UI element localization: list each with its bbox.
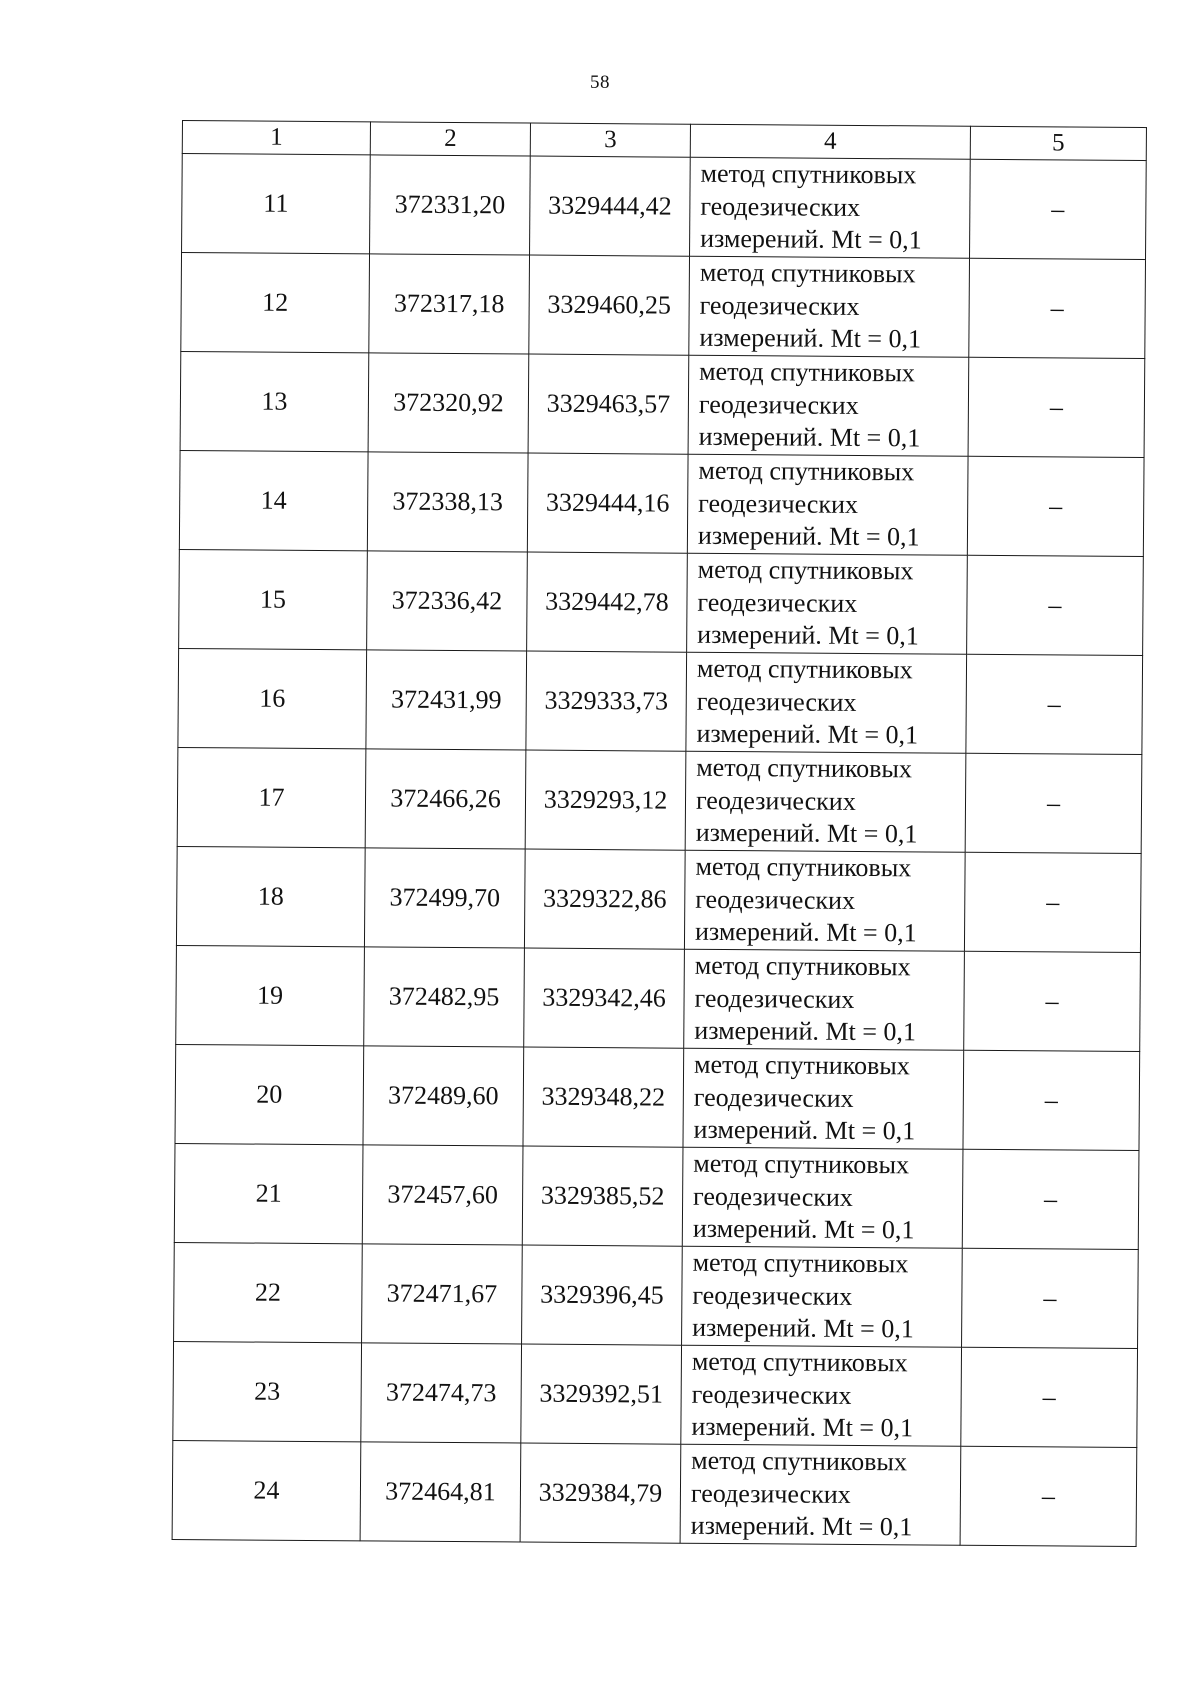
method-text-line: измерений. Mt = 0,1 <box>696 719 919 750</box>
method-cell <box>684 850 965 951</box>
method-text-line: геодезических <box>695 884 856 915</box>
description-cell: – <box>966 654 1143 754</box>
method-text-line: метод спутниковых <box>695 852 912 883</box>
method-text-line: геодезических <box>692 1280 853 1311</box>
y-coordinate-cell: 3329293,12 <box>525 750 686 850</box>
x-coordinate-cell: 372331,20 <box>370 155 531 255</box>
point-number-cell: 22 <box>174 1242 363 1342</box>
x-coordinate-cell: 372317,18 <box>369 254 530 354</box>
description-cell: – <box>967 555 1144 655</box>
description-cell: – <box>965 753 1142 853</box>
y-coordinate-cell: 3329444,16 <box>527 453 688 553</box>
point-number-cell: 19 <box>176 945 365 1045</box>
y-coordinate-cell: 3329460,25 <box>529 255 690 355</box>
x-coordinate-cell: 372336,42 <box>367 551 528 651</box>
method-text-line: метод спутниковых <box>699 357 915 388</box>
description-cell: – <box>968 357 1145 457</box>
method-text-line: метод спутниковых <box>693 1050 910 1081</box>
coordinates-table-container <box>172 120 1146 1547</box>
column-header-5: 5 <box>970 126 1146 160</box>
method-text-line: метод спутниковых <box>691 1347 908 1378</box>
method-text-line: измерений. Mt = 0,1 <box>691 1412 914 1443</box>
column-header-1: 1 <box>182 121 370 155</box>
method-text-line: геодезических <box>693 1082 854 1113</box>
method-text-line: измерений. Mt = 0,1 <box>694 917 917 948</box>
table-row <box>176 846 1141 952</box>
description-cell: – <box>962 1149 1139 1249</box>
x-coordinate-cell: 372499,70 <box>364 848 525 948</box>
point-number-cell: 20 <box>175 1044 364 1144</box>
method-text-line: измерений. Mt = 0,1 <box>699 323 922 354</box>
point-number-cell: 11 <box>182 154 371 254</box>
method-text-line: геодезических <box>698 389 859 420</box>
table-row <box>179 450 1144 556</box>
method-text-line: измерений. Mt = 0,1 <box>700 224 922 255</box>
method-text-line: геодезических <box>697 587 858 618</box>
table-row <box>175 1044 1140 1150</box>
description-cell: – <box>960 1446 1137 1546</box>
point-number-cell: 15 <box>179 549 368 649</box>
table-row <box>172 1440 1137 1546</box>
method-cell <box>688 355 969 456</box>
method-text-line: метод спутниковых <box>696 654 913 685</box>
method-text-line: измерений. Mt = 0,1 <box>690 1511 913 1542</box>
table-row <box>177 747 1142 853</box>
description-cell: – <box>970 159 1147 259</box>
method-cell <box>689 256 970 357</box>
method-text-line: измерений. Mt = 0,1 <box>693 1115 916 1146</box>
point-number-cell: 23 <box>173 1341 362 1441</box>
point-number-cell: 24 <box>172 1440 361 1540</box>
point-number-cell: 21 <box>174 1143 363 1243</box>
y-coordinate-cell: 3329333,73 <box>526 651 687 751</box>
y-coordinate-cell: 3329444,42 <box>530 156 691 256</box>
table-row <box>174 1143 1139 1249</box>
method-cell <box>687 553 968 654</box>
x-coordinate-cell: 372431,99 <box>366 650 527 750</box>
method-cell <box>683 1048 964 1149</box>
x-coordinate-cell: 372482,95 <box>364 947 525 1047</box>
method-cell <box>686 652 967 753</box>
y-coordinate-cell: 3329385,52 <box>522 1146 683 1246</box>
description-cell: – <box>964 951 1141 1051</box>
y-coordinate-cell: 3329342,46 <box>524 948 685 1048</box>
method-text-line: метод спутниковых <box>698 456 915 487</box>
x-coordinate-cell: 372489,60 <box>363 1046 524 1146</box>
method-text-line: измерений. Mt = 0,1 <box>697 620 919 651</box>
description-cell: – <box>963 1050 1140 1150</box>
column-header-2: 2 <box>370 122 530 156</box>
method-text-line: геодезических <box>696 686 857 717</box>
y-coordinate-cell: 3329442,78 <box>527 552 688 652</box>
table-row <box>182 154 1147 260</box>
table-row <box>174 1242 1139 1348</box>
method-text-line: измерений. Mt = 0,1 <box>695 818 918 849</box>
method-text-line: измерений. Mt = 0,1 <box>692 1214 915 1245</box>
x-coordinate-cell: 372457,60 <box>362 1145 523 1245</box>
method-cell <box>682 1147 963 1248</box>
description-cell: – <box>964 852 1141 952</box>
method-text-line: измерений. Mt = 0,1 <box>692 1313 914 1344</box>
point-number-cell: 12 <box>181 253 370 353</box>
description-cell: – <box>961 1347 1138 1447</box>
table-row <box>176 945 1141 1051</box>
point-number-cell: 18 <box>176 846 365 946</box>
description-cell: – <box>962 1248 1139 1348</box>
x-coordinate-cell: 372338,13 <box>367 452 528 552</box>
method-cell <box>687 454 968 555</box>
x-coordinate-cell: 372466,26 <box>365 749 526 849</box>
table-row <box>178 648 1143 754</box>
x-coordinate-cell: 372474,73 <box>361 1343 522 1443</box>
y-coordinate-cell: 3329392,51 <box>521 1344 682 1444</box>
method-text-line: метод спутниковых <box>699 258 916 289</box>
method-text-line: геодезических <box>691 1379 852 1410</box>
y-coordinate-cell: 3329322,86 <box>524 849 685 949</box>
point-number-cell: 16 <box>178 648 367 748</box>
y-coordinate-cell: 3329348,22 <box>523 1047 684 1147</box>
method-cell <box>690 157 971 258</box>
method-text-line: геодезических <box>693 1181 853 1212</box>
method-text-line: метод спутниковых <box>692 1248 909 1279</box>
x-coordinate-cell: 372471,67 <box>362 1244 523 1344</box>
table-body <box>172 154 1146 1547</box>
method-text-line: геодезических <box>694 983 855 1014</box>
method-text-line: метод спутниковых <box>700 159 917 190</box>
table-row <box>179 549 1144 655</box>
method-text-line: измерений. Mt = 0,1 <box>694 1016 917 1047</box>
table-row <box>181 253 1146 359</box>
method-text-line: геодезических <box>698 488 859 519</box>
method-text-line: геодезических <box>699 290 860 321</box>
table-row <box>173 1341 1138 1447</box>
method-text-line: геодезических <box>690 1478 851 1509</box>
method-text-line: геодезических <box>695 785 856 816</box>
method-text-line: измерений. Mt = 0,1 <box>698 422 921 453</box>
description-cell: – <box>969 258 1146 358</box>
method-cell <box>680 1444 961 1545</box>
y-coordinate-cell: 3329384,79 <box>520 1443 681 1543</box>
method-text-line: метод спутниковых <box>693 1149 910 1180</box>
method-cell <box>681 1345 962 1446</box>
point-number-cell: 13 <box>180 351 369 451</box>
method-text-line: геодезических <box>700 191 861 222</box>
description-cell: – <box>967 456 1144 556</box>
method-text-line: метод спутниковых <box>696 753 913 784</box>
method-text-line: метод спутниковых <box>691 1446 907 1477</box>
method-text-line: измерений. Mt = 0,1 <box>697 521 920 552</box>
y-coordinate-cell: 3329463,57 <box>528 354 689 454</box>
page-number: 58 <box>590 72 610 93</box>
x-coordinate-cell: 372320,92 <box>368 353 529 453</box>
column-header-4: 4 <box>690 124 970 159</box>
point-number-cell: 17 <box>177 747 366 847</box>
method-text-line: метод спутниковых <box>697 555 914 586</box>
x-coordinate-cell: 372464,81 <box>360 1442 521 1542</box>
method-cell <box>685 751 966 852</box>
method-text-line: метод спутниковых <box>694 951 911 982</box>
method-cell <box>684 949 965 1050</box>
table-row <box>180 351 1145 457</box>
column-header-3: 3 <box>530 123 690 157</box>
y-coordinate-cell: 3329396,45 <box>522 1245 683 1345</box>
method-cell <box>682 1246 963 1347</box>
point-number-cell: 14 <box>179 450 368 550</box>
coordinates-table <box>172 120 1147 1547</box>
